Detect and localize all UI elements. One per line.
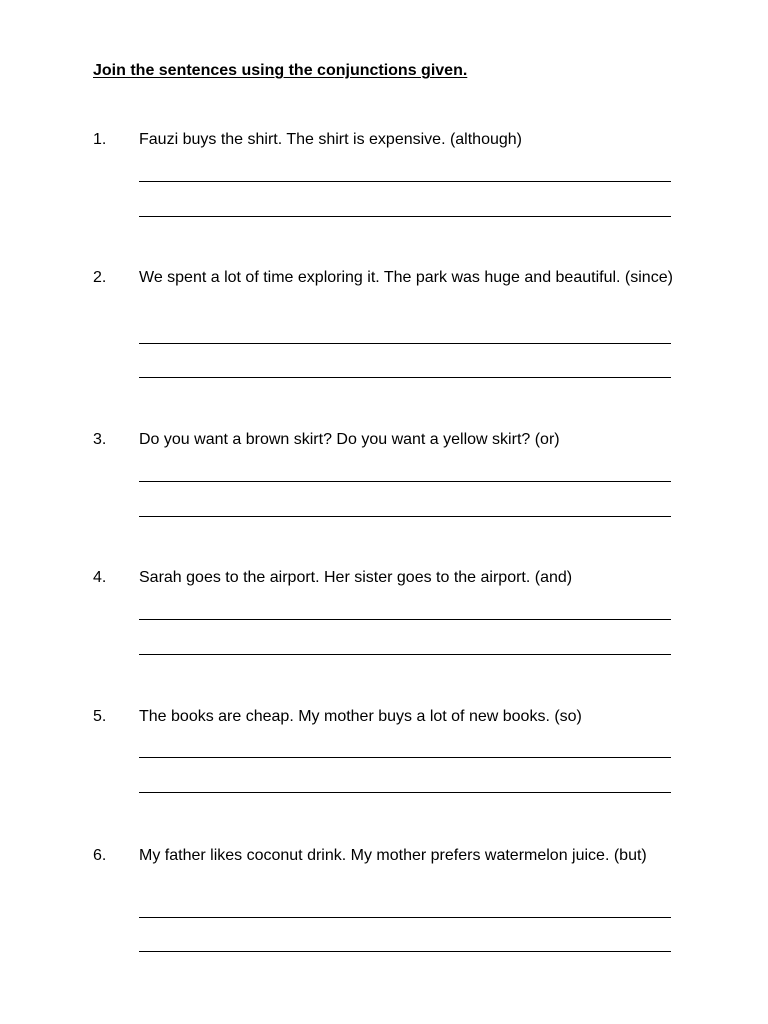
question-number: 4. [93,569,107,586]
question-text: My father likes coconut drink. My mother prefers watermelon juice. (but) [139,847,647,864]
answer-line-1[interactable] [139,481,671,482]
question-6 [93,844,678,964]
answer-line-1[interactable] [139,181,671,182]
question-text: We spent a lot of time exploring it. The park was huge and beautiful. (since) [139,269,673,286]
question-2 [93,266,678,386]
question-text: Fauzi buys the shirt. The shirt is expensive. (although) [139,131,522,148]
answer-line-2[interactable] [139,951,671,952]
answer-line-1[interactable] [139,757,671,758]
worksheet-title: Join the sentences using the conjunctions given. [93,62,468,79]
answer-line-2[interactable] [139,792,671,793]
question-number: 6. [93,847,107,864]
answer-line-2[interactable] [139,216,671,217]
answer-line-1[interactable] [139,619,671,620]
question-number: 1. [93,131,107,148]
question-4 [93,566,678,666]
question-text: The books are cheap. My mother buys a lot of new books. (so) [139,708,582,725]
question-text: Sarah goes to the airport. Her sister goes to the airport. (and) [139,569,573,586]
question-5 [93,705,678,805]
answer-line-1[interactable] [139,917,671,918]
question-number: 2. [93,269,107,286]
question-text: Do you want a brown skirt? Do you want a yellow skirt? (or) [139,431,560,448]
question-1 [93,128,678,228]
answer-line-2[interactable] [139,377,671,378]
question-number: 5. [93,708,107,725]
answer-line-2[interactable] [139,516,671,517]
question-number: 3. [93,431,107,448]
question-3 [93,428,678,528]
answer-line-2[interactable] [139,654,671,655]
answer-line-1[interactable] [139,343,671,344]
